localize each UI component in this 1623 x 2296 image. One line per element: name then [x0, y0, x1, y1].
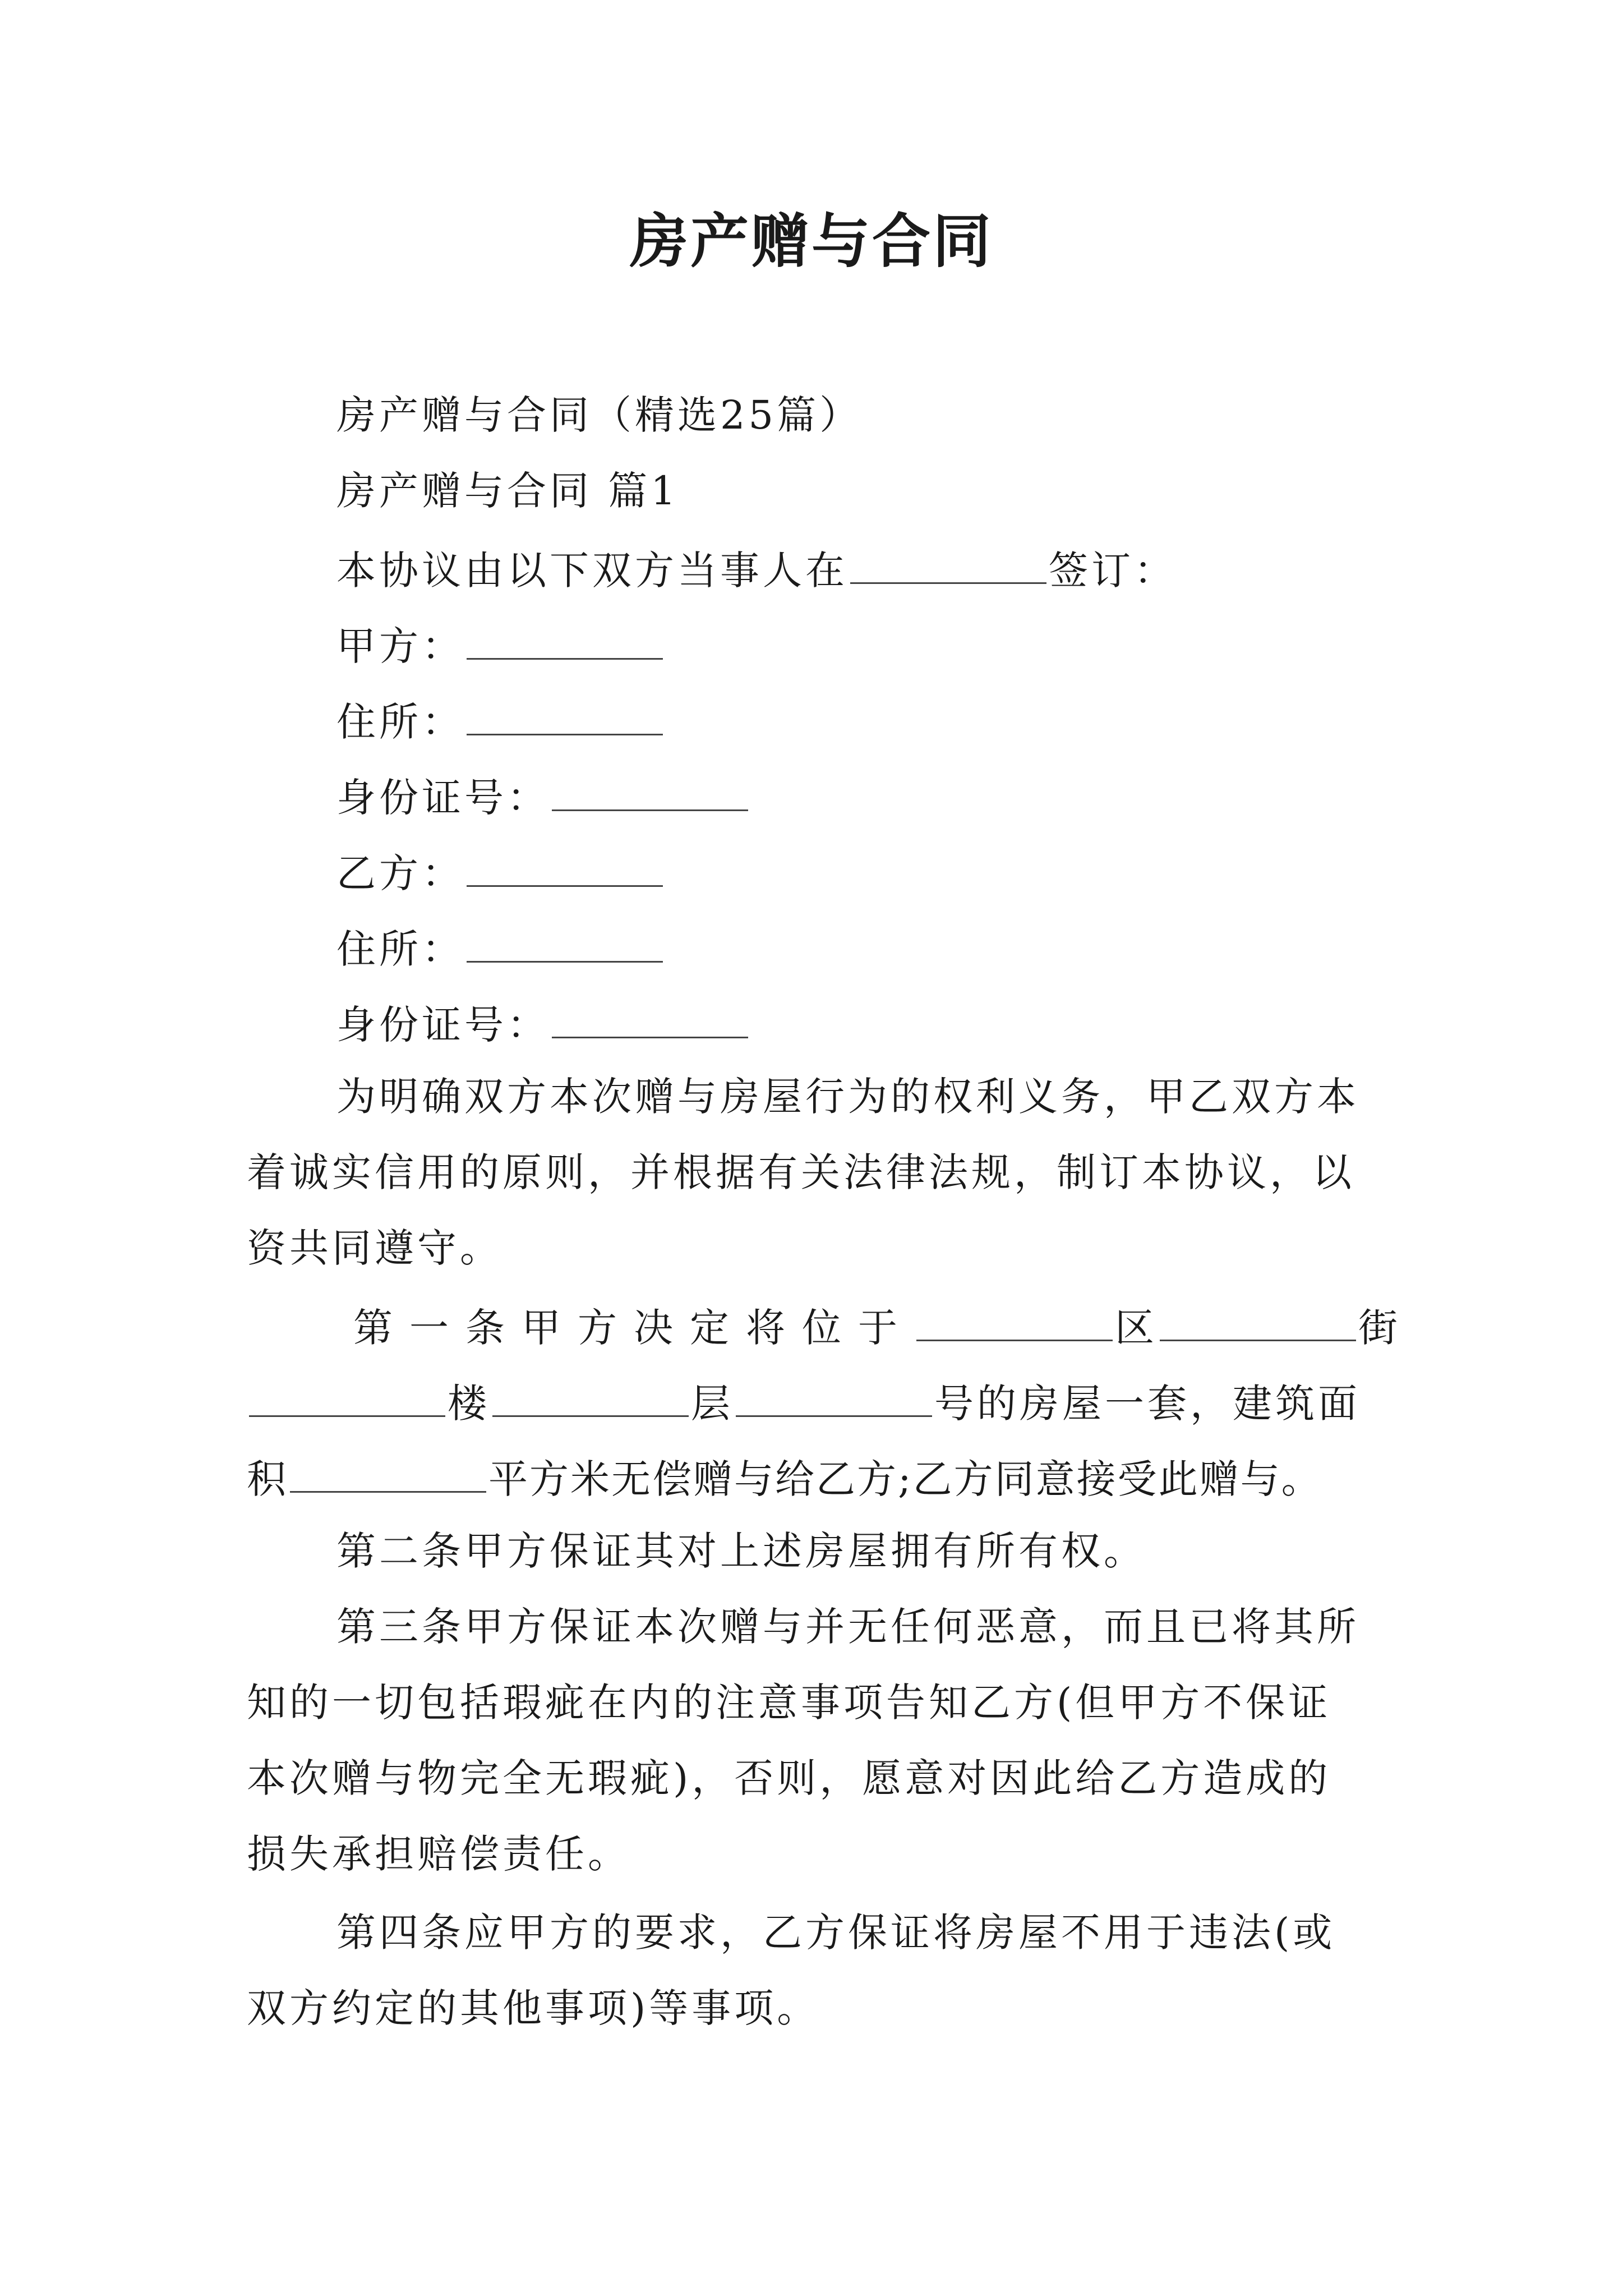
party-a-id-label: 身份证号： — [336, 775, 550, 821]
floor-blank — [492, 1372, 689, 1417]
article-1-line-1 — [353, 1296, 1401, 1356]
article-3-line-1: 第三条甲方保证本次赠与并无任何恶意，而且已将其所 — [336, 1604, 1359, 1650]
purpose-line-1: 为明确双方本次赠与房屋行为的权利义务，甲乙双方本 — [336, 1074, 1359, 1120]
district-blank — [916, 1296, 1113, 1341]
article-1-seg1: 第一条甲方决定将位于 — [353, 1305, 914, 1351]
article-2: 第二条甲方保证其对上述房屋拥有所有权。 — [336, 1528, 1146, 1574]
party-a-blank — [467, 614, 663, 660]
intro-prefix: 本协议由以下双方当事人在 — [336, 547, 848, 593]
building-blank — [249, 1372, 445, 1417]
party-a-address-label: 住所： — [336, 699, 464, 745]
room-number-blank — [736, 1372, 932, 1417]
article-3-line-4: 损失承担赔偿责任。 — [247, 1831, 630, 1877]
article-4-line-1: 第四条应甲方的要求，乙方保证将房屋不用于违法(或 — [336, 1910, 1336, 1955]
article-1-seg4: 楼 — [448, 1381, 490, 1427]
party-a-label: 甲方： — [336, 623, 464, 669]
party-a-id-line — [336, 766, 750, 826]
party-a-line — [336, 614, 665, 674]
area-blank — [290, 1447, 486, 1493]
purpose-line-2: 着诚实信用的原则，并根据有关法律法规，制订本协议，以 — [247, 1149, 1355, 1195]
article-3-line-2: 知的一切包括瑕疵在内的注意事项告知乙方(但甲方不保证 — [247, 1680, 1331, 1726]
party-b-address-line — [336, 917, 665, 977]
article-1-seg5: 层 — [691, 1381, 734, 1427]
purpose-line-3: 资共同遵守。 — [247, 1225, 502, 1271]
article-1-line-3 — [247, 1447, 1322, 1507]
party-b-id-line — [336, 993, 750, 1053]
party-b-id-label: 身份证号： — [336, 1002, 550, 1048]
article-1-seg3: 街 — [1358, 1305, 1401, 1351]
article-1-line-2 — [247, 1372, 1361, 1432]
document-title: 房产赠与合同 — [629, 207, 993, 275]
article-3-line-3: 本次赠与物完全无瑕疵)，否则，愿意对因此给乙方造成的 — [247, 1755, 1331, 1801]
party-a-address-blank — [467, 690, 663, 735]
party-b-line — [336, 841, 665, 901]
party-b-blank — [467, 841, 663, 887]
article-1-seg6: 号的房屋一套，建筑面 — [934, 1381, 1361, 1427]
party-b-label: 乙方： — [336, 850, 464, 896]
document-subtitle: 房产赠与合同（精选25篇） — [336, 392, 863, 438]
intro-suffix: 签订： — [1049, 547, 1177, 593]
article-1-seg2: 区 — [1115, 1305, 1158, 1351]
article-4-line-2: 双方约定的其他事项)等事项。 — [247, 1985, 820, 2031]
party-b-address-label: 住所： — [336, 926, 464, 972]
party-a-address-line — [336, 690, 665, 750]
signing-place-blank — [850, 539, 1046, 584]
party-b-id-blank — [552, 993, 748, 1038]
section-heading: 房产赠与合同 篇1 — [336, 468, 679, 514]
party-b-address-blank — [467, 917, 663, 963]
intro-line — [336, 539, 1177, 599]
street-blank — [1160, 1296, 1356, 1341]
party-a-id-blank — [552, 766, 748, 811]
article-1-seg7: 积 — [247, 1456, 288, 1502]
article-1-seg8: 平方米无偿赠与给乙方;乙方同意接受此赠与。 — [488, 1456, 1322, 1502]
